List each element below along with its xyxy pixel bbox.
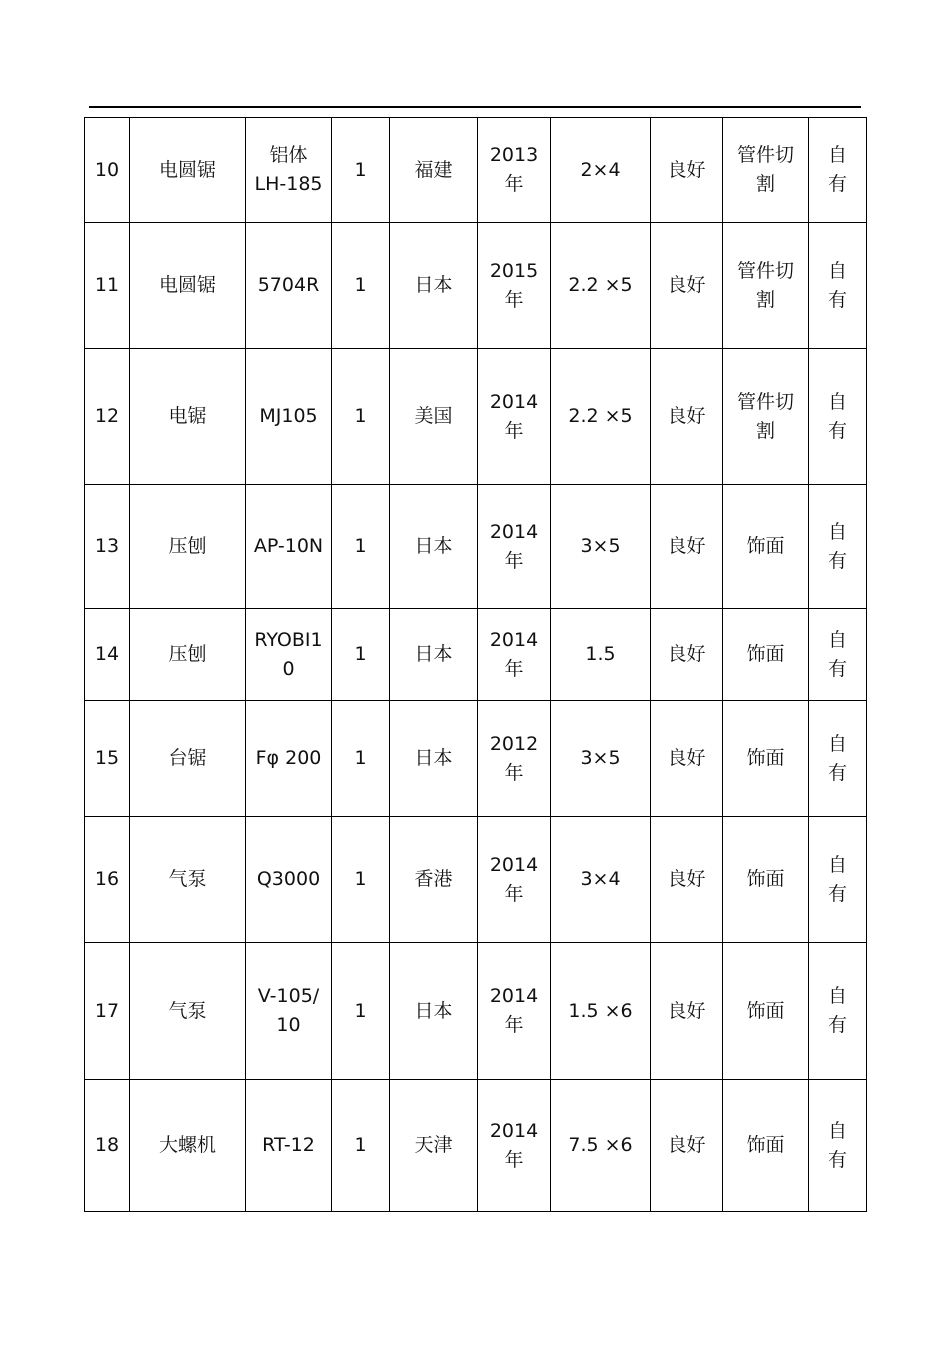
cell-ownership-type	[809, 817, 867, 943]
cell-quantity: 1	[332, 349, 390, 485]
cell-condition-status: 良好	[651, 118, 723, 223]
cell-quantity: 1	[332, 118, 390, 223]
cell-equipment-name: 气泵	[130, 943, 246, 1080]
cell-usage-purpose	[723, 817, 809, 943]
ownership-type-line: 自	[827, 144, 847, 166]
cell-row-number: 16	[85, 817, 130, 943]
usage-purpose-line: 管件切	[736, 390, 794, 413]
cell-rated-power: 1.5 ×6	[551, 943, 651, 1080]
cell-model-number	[246, 817, 332, 943]
table-row	[85, 701, 867, 817]
cell-origin-place: 福建	[390, 118, 478, 223]
manufacture-year-line: 2014	[489, 1119, 539, 1142]
cell-origin-place: 美国	[390, 349, 478, 485]
cell-manufacture-year	[478, 701, 551, 817]
model-number-line: MJ105	[259, 405, 318, 427]
header-rule	[89, 106, 861, 108]
cell-origin-place: 日本	[390, 223, 478, 349]
table-row	[85, 1080, 867, 1212]
cell-condition-status: 良好	[651, 609, 723, 701]
cell-origin-place: 日本	[390, 943, 478, 1080]
model-number-line: 0	[282, 657, 295, 680]
manufacture-year-line: 2014	[489, 390, 539, 413]
manufacture-year-line: 2014	[489, 520, 539, 543]
ownership-type-line: 有	[827, 419, 847, 442]
cell-rated-power: 7.5 ×6	[551, 1080, 651, 1212]
model-number-line: LH-185	[254, 173, 323, 195]
cell-equipment-name: 气泵	[130, 817, 246, 943]
cell-ownership-type	[809, 609, 867, 701]
cell-origin-place: 日本	[390, 485, 478, 609]
manufacture-year-line: 2014	[489, 853, 539, 876]
cell-quantity: 1	[332, 817, 390, 943]
cell-row-number: 10	[85, 118, 130, 223]
cell-manufacture-year	[478, 1080, 551, 1212]
cell-usage-purpose	[723, 349, 809, 485]
manufacture-year-line: 2013	[489, 144, 539, 166]
ownership-type-line: 有	[827, 1148, 847, 1171]
cell-manufacture-year	[478, 349, 551, 485]
usage-purpose-line: 饰面	[746, 747, 785, 769]
cell-row-number: 18	[85, 1080, 130, 1212]
cell-origin-place: 日本	[390, 701, 478, 817]
model-number-line: Fφ 200	[255, 747, 322, 769]
cell-model-number	[246, 701, 332, 817]
usage-purpose-line: 割	[755, 288, 775, 311]
cell-usage-purpose	[723, 701, 809, 817]
cell-condition-status: 良好	[651, 1080, 723, 1212]
cell-condition-status: 良好	[651, 701, 723, 817]
cell-usage-purpose	[723, 943, 809, 1080]
cell-ownership-type	[809, 485, 867, 609]
cell-usage-purpose	[723, 1080, 809, 1212]
ownership-type-line: 自	[827, 985, 847, 1007]
ownership-type-line: 自	[827, 853, 847, 876]
manufacture-year-line: 年	[504, 1014, 524, 1036]
ownership-type-line: 自	[827, 259, 847, 282]
ownership-type-line: 有	[827, 1014, 847, 1036]
manufacture-year-line: 2014	[489, 985, 539, 1007]
manufacture-year-line: 2012	[489, 732, 539, 755]
cell-manufacture-year	[478, 609, 551, 701]
cell-model-number	[246, 609, 332, 701]
usage-purpose-line: 管件切	[736, 144, 794, 166]
cell-origin-place: 日本	[390, 609, 478, 701]
cell-equipment-name: 压刨	[130, 485, 246, 609]
ownership-type-line: 有	[827, 549, 847, 572]
ownership-type-line: 自	[827, 390, 847, 413]
usage-purpose-line: 饰面	[746, 535, 785, 557]
cell-manufacture-year	[478, 943, 551, 1080]
table-row	[85, 943, 867, 1080]
cell-ownership-type	[809, 943, 867, 1080]
cell-rated-power: 3×4	[551, 817, 651, 943]
cell-quantity: 1	[332, 943, 390, 1080]
manufacture-year-line: 年	[504, 549, 524, 572]
model-number-line: AP-10N	[253, 535, 324, 557]
cell-equipment-name: 电圆锯	[130, 118, 246, 223]
usage-purpose-line: 饰面	[746, 1134, 785, 1156]
cell-condition-status: 良好	[651, 223, 723, 349]
cell-model-number	[246, 349, 332, 485]
cell-usage-purpose	[723, 485, 809, 609]
usage-purpose-line: 管件切	[736, 259, 794, 282]
cell-row-number: 12	[85, 349, 130, 485]
table-row	[85, 223, 867, 349]
ownership-type-line: 自	[827, 732, 847, 755]
ownership-type-line: 有	[827, 173, 847, 195]
cell-ownership-type	[809, 118, 867, 223]
ownership-type-line: 有	[827, 761, 847, 784]
cell-ownership-type	[809, 349, 867, 485]
usage-purpose-line: 饰面	[746, 868, 785, 890]
cell-row-number: 13	[85, 485, 130, 609]
cell-equipment-name: 台锯	[130, 701, 246, 817]
cell-quantity: 1	[332, 1080, 390, 1212]
cell-manufacture-year	[478, 485, 551, 609]
cell-usage-purpose	[723, 609, 809, 701]
cell-rated-power: 2×4	[551, 118, 651, 223]
cell-row-number: 15	[85, 701, 130, 817]
cell-equipment-name: 压刨	[130, 609, 246, 701]
cell-rated-power: 3×5	[551, 701, 651, 817]
table-body	[85, 118, 867, 1212]
cell-equipment-name: 电锯	[130, 349, 246, 485]
table-row	[85, 118, 867, 223]
manufacture-year-line: 2015	[489, 259, 539, 282]
ownership-type-line: 自	[827, 520, 847, 543]
manufacture-year-line: 年	[504, 657, 524, 680]
cell-model-number	[246, 223, 332, 349]
cell-ownership-type	[809, 701, 867, 817]
table-row	[85, 349, 867, 485]
model-number-line: RYOBI1	[254, 628, 323, 651]
manufacture-year-line: 年	[504, 173, 524, 195]
cell-ownership-type	[809, 1080, 867, 1212]
ownership-type-line: 有	[827, 657, 847, 680]
manufacture-year-line: 年	[504, 761, 524, 784]
ownership-type-line: 自	[827, 628, 847, 651]
cell-rated-power: 2.2 ×5	[551, 223, 651, 349]
usage-purpose-line: 割	[755, 173, 775, 195]
cell-equipment-name: 大螺机	[130, 1080, 246, 1212]
manufacture-year-line: 年	[504, 882, 524, 905]
cell-rated-power: 3×5	[551, 485, 651, 609]
table-row	[85, 609, 867, 701]
cell-quantity: 1	[332, 485, 390, 609]
usage-purpose-line: 饰面	[746, 643, 785, 665]
cell-origin-place: 天津	[390, 1080, 478, 1212]
cell-condition-status: 良好	[651, 485, 723, 609]
table-row	[85, 485, 867, 609]
model-number-line: 5704R	[257, 274, 320, 296]
cell-model-number	[246, 1080, 332, 1212]
usage-purpose-line: 割	[755, 419, 775, 442]
cell-manufacture-year	[478, 223, 551, 349]
cell-row-number: 14	[85, 609, 130, 701]
model-number-line: V-105/	[257, 985, 320, 1007]
cell-row-number: 17	[85, 943, 130, 1080]
model-number-line: RT-12	[262, 1134, 315, 1156]
manufacture-year-line: 2014	[489, 628, 539, 651]
cell-rated-power: 2.2 ×5	[551, 349, 651, 485]
usage-purpose-line: 饰面	[746, 999, 785, 1022]
cell-ownership-type	[809, 223, 867, 349]
cell-manufacture-year	[478, 118, 551, 223]
cell-quantity: 1	[332, 223, 390, 349]
cell-condition-status: 良好	[651, 943, 723, 1080]
ownership-type-line: 有	[827, 288, 847, 311]
model-number-line: 铝体	[269, 144, 308, 166]
cell-manufacture-year	[478, 817, 551, 943]
model-number-line: 10	[276, 1014, 301, 1036]
manufacture-year-line: 年	[504, 1148, 524, 1171]
cell-model-number	[246, 118, 332, 223]
cell-model-number	[246, 485, 332, 609]
equipment-table	[84, 117, 867, 1212]
cell-condition-status: 良好	[651, 817, 723, 943]
cell-origin-place: 香港	[390, 817, 478, 943]
model-number-line: Q3000	[256, 868, 321, 890]
cell-condition-status: 良好	[651, 349, 723, 485]
table-row	[85, 817, 867, 943]
cell-quantity: 1	[332, 701, 390, 817]
manufacture-year-line: 年	[504, 288, 524, 311]
cell-row-number: 11	[85, 223, 130, 349]
cell-rated-power: 1.5	[551, 609, 651, 701]
ownership-type-line: 有	[827, 882, 847, 905]
cell-equipment-name: 电圆锯	[130, 223, 246, 349]
manufacture-year-line: 年	[504, 419, 524, 442]
cell-usage-purpose	[723, 223, 809, 349]
cell-quantity: 1	[332, 609, 390, 701]
cell-model-number	[246, 943, 332, 1080]
cell-usage-purpose	[723, 118, 809, 223]
ownership-type-line: 自	[827, 1119, 847, 1142]
